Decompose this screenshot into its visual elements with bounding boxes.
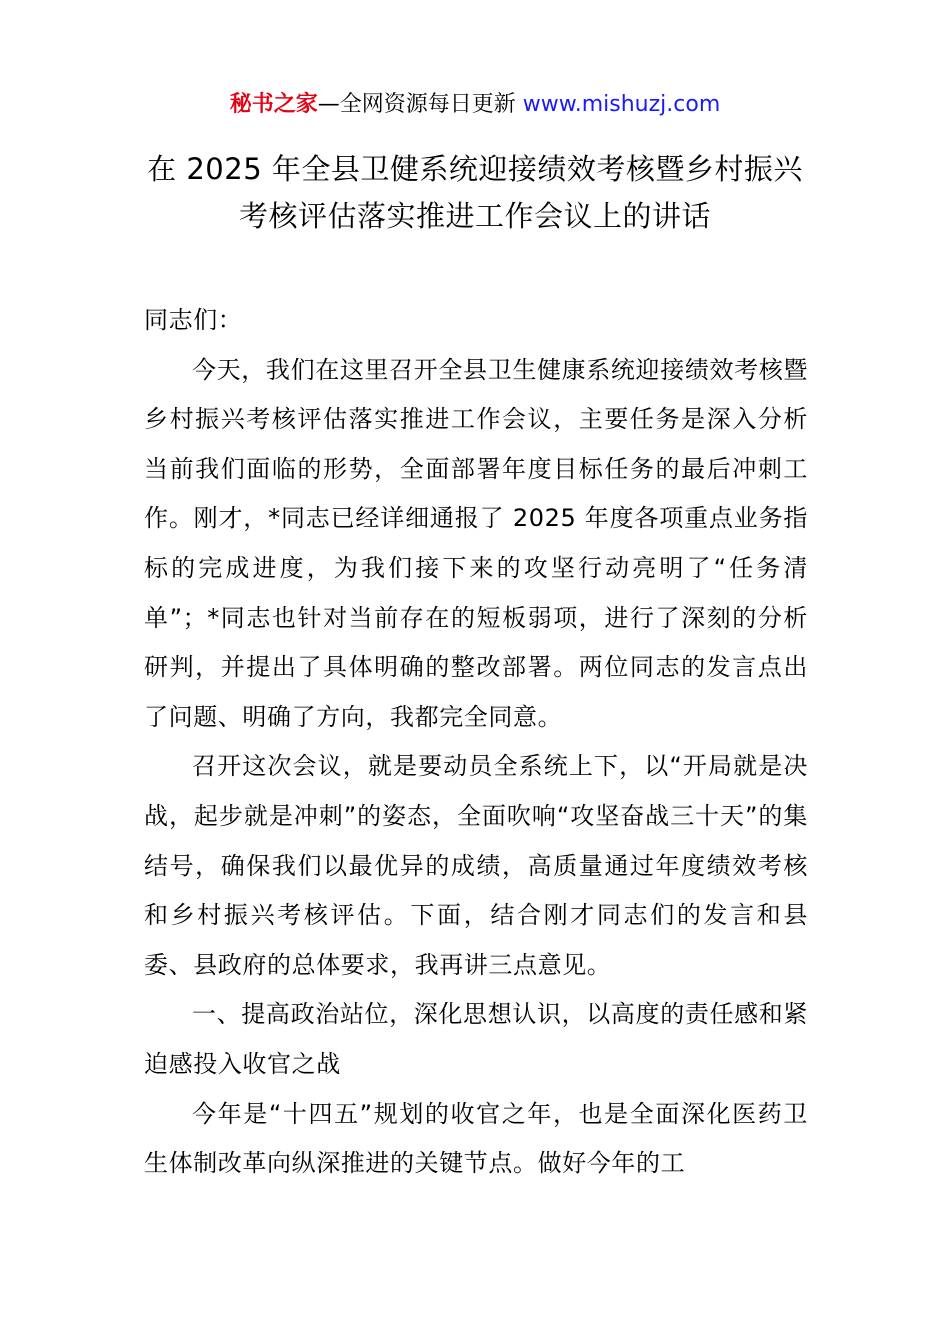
- document-body: [144, 296, 808, 1189]
- brand-name: 秘书之家: [229, 92, 318, 117]
- section-heading: 一、提高政治站位，深化思想认识，以高度的责任感和紧迫感投入收官之战: [144, 1000, 808, 1078]
- paragraph: 召开这次会议，就是要动员全系统上下，以“开局就是决战，起步就是冲刺”的姿态，全面吹响“攻坚奋战三十天”的集结号，确保我们以最优异的成绩，高质量通过年度绩效考核和乡村振兴考核评估。下面，结合刚才同志们的发言和县委、县政府的总体要求，我再讲三点意见。: [144, 752, 808, 979]
- site-url-link[interactable]: www.mishuzj.com: [522, 92, 721, 117]
- header-tagline: —全网资源每日更新: [317, 92, 516, 117]
- paragraph: 今年是“十四五”规划的收官之年，也是全面深化医药卫生体制改革向纵深推进的关键节点。做好今年的工: [144, 1099, 808, 1178]
- document-title: 在 2025 年全县卫健系统迎接绩效考核暨乡村振兴考核评估落实推进工作会议上的讲话: [147, 152, 803, 233]
- site-header: [0, 88, 950, 122]
- salutation: 同志们：: [144, 306, 243, 334]
- paragraph: 今天，我们在这里召开全县卫生健康系统迎接绩效考核暨乡村振兴考核评估落实推进工作会议，主要任务是深入分析当前我们面临的形势，全面部署年度目标任务的最后冲刺工作。刚才，*同志已经详细通报了 2025 年度各项重点业务指标的完成进度，为我们接下来的攻坚行动亮明了“任务清单”；*同志也针对当前存在的短板弱项，进行了深刻的分析研判，并提出了具体明确的整改部署。两位同志的发言点出了问题、明确了方向，我都完全同意。: [144, 355, 808, 731]
